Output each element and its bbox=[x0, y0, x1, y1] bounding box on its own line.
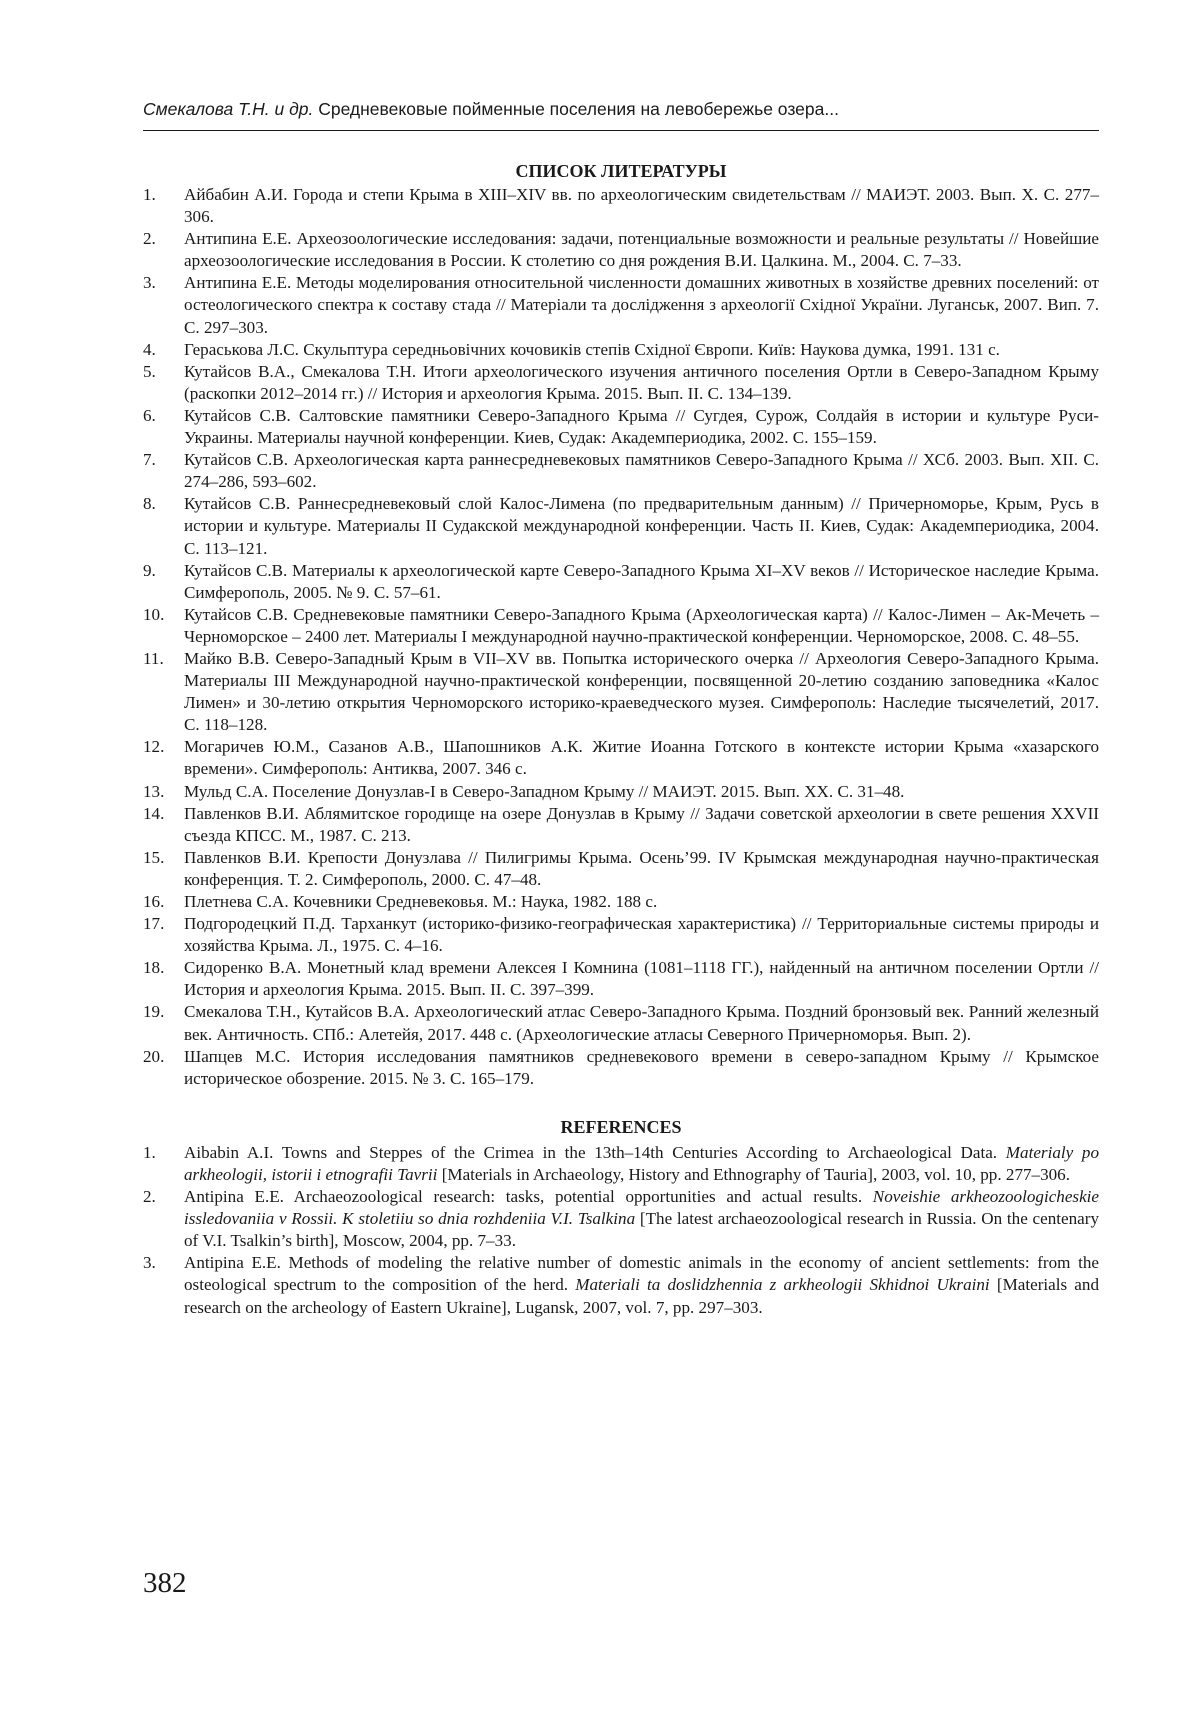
reference-item bbox=[143, 1252, 1099, 1318]
reference-item-text-start: Antipina E.E. Archaeozoological research: tasks, potential opportunities and actual results. bbox=[184, 1187, 873, 1207]
literature-item-number: 10. bbox=[143, 604, 165, 624]
literature-item bbox=[143, 272, 1099, 338]
literature-item-text: Плетнева С.А. Кочевники Средневековья. М.: Наука, 1982. 188 с. bbox=[184, 892, 658, 911]
literature-item-text: Кутайсов С.В. Материалы к археологической карте Северо-Западного Крыма XI–XV веков // Историческое наследие Крыма. Симферополь, 2005. № 9. С. 57–61. bbox=[184, 560, 1099, 602]
literature-item-number: 18. bbox=[143, 958, 165, 978]
reference-item-number: 2. bbox=[143, 1187, 156, 1207]
literature-item bbox=[143, 1001, 1099, 1045]
reference-item-text-start: Aibabin A.I. Towns and Steppes of the Crimea in the 13th–14th Centuries According to Archaeological Data. bbox=[184, 1142, 1006, 1162]
header-title: Средневековые пойменные поселения на левобережье озера... bbox=[313, 99, 839, 119]
literature-item bbox=[143, 339, 1099, 361]
reference-item-source-title: Materialy po arkheologii, istorii i etnografii Tavrii bbox=[184, 1142, 1099, 1184]
literature-item-number: 9. bbox=[143, 560, 156, 580]
literature-item-text: Кутайсов В.А., Смекалова Т.Н. Итоги археологического изучения античного поселения Ортли в Северо-Западном Крыму (раскопки 2012–2014 гг.) // История и археология Крыма. 2015. Вып. II. С. 134–139. bbox=[184, 361, 1099, 403]
literature-item-number: 11. bbox=[143, 648, 164, 668]
literature-item-number: 3. bbox=[143, 273, 156, 293]
literature-item-text: Антипина Е.Е. Методы моделирования относительной численности домашних животных в хозяйстве древних поселений: от остеологического спектра к составу стада // Матеріали та дослідження з археології Східної України. Луганськ, 2007. Вип. 7. С. 297–303. bbox=[184, 273, 1099, 337]
literature-item-text: Майко В.В. Северо-Западный Крым в VII–XV вв. Попытка исторического очерка // Археология Северо-Западного Крыма. Материалы III Международной научно-практической конференции, посвященной 20-летию созданию заповедника «Калос Лимен» и 30-летию открытия Черноморского историко-краеведческого музея. Симферополь: Наследие тысячелетий, 2017. С. 118–128. bbox=[184, 648, 1099, 735]
reference-item-text bbox=[184, 1186, 1099, 1252]
reference-item-text-end: [Materials in Archaeology, History and Ethnography of Tauria], 2003, vol. 10, pp. 277–306. bbox=[437, 1164, 1070, 1184]
literature-item bbox=[143, 847, 1099, 891]
literature-item bbox=[143, 184, 1099, 228]
literature-heading: СПИСОК ЛИТЕРАТУРЫ bbox=[515, 161, 727, 181]
literature-item bbox=[143, 604, 1099, 648]
running-header bbox=[143, 97, 1099, 121]
literature-item bbox=[143, 560, 1099, 604]
literature-item bbox=[143, 449, 1099, 493]
literature-item bbox=[143, 957, 1099, 1001]
literature-item-text: Смекалова Т.Н., Кутайсов В.А. Археологический атлас Северо-Западного Крыма. Поздний бронзовый век. Ранний железный век. Античность. СПб.: Алетейя, 2017. 448 с. (Археологические атласы Северного Причерноморья. Вып. 2). bbox=[184, 1002, 1099, 1044]
literature-item-text: Гераськова Л.С. Скульптура середньовічних кочовиків степів Східної Європи. Київ: Наукова думка, 1991. 131 с. bbox=[184, 339, 1000, 359]
literature-item-number: 2. bbox=[143, 229, 156, 249]
literature-item-number: 5. bbox=[143, 361, 156, 381]
literature-item-number: 6. bbox=[143, 405, 156, 425]
literature-item-number: 14. bbox=[143, 803, 165, 823]
header-authors: Смекалова Т.Н. и др. bbox=[143, 99, 314, 119]
literature-item bbox=[143, 361, 1099, 405]
literature-item-text: Антипина Е.Е. Археозоологические исследования: задачи, потенциальные возможности и реальные результаты // Новейшие археозоологические исследования в России. К столетию со дня рождения В.И. Цалкина. М., 2004. С. 7–33. bbox=[184, 229, 1099, 271]
reference-item-number: 3. bbox=[143, 1253, 156, 1273]
literature-item-number: 12. bbox=[143, 737, 165, 757]
literature-item bbox=[143, 493, 1099, 559]
literature-item-number: 8. bbox=[143, 494, 156, 514]
literature-item-text: Могаричев Ю.М., Сазанов А.В., Шапошников А.К. Житие Иоанна Готского в контексте истории Крыма «хазарского времени». Симферополь: Антиква, 2007. 346 с. bbox=[184, 737, 1099, 779]
literature-item bbox=[143, 1046, 1099, 1090]
literature-item-text: Шапцев М.С. История исследования памятников средневекового времени в северо-западном Крыму // Крымское историческое обозрение. 2015. № 3. С. 165–179. bbox=[184, 1046, 1099, 1088]
reference-item-text-end: [The latest archaeozoological research in Russia. On the centenary of V.I. Tsalkin’s birth], Moscow, 2004, pp. 7–33. bbox=[184, 1209, 1099, 1251]
literature-item-text: Айбабин А.И. Города и степи Крыма в XIII–XIV вв. по археологическим свидетельствам // МАИЭТ. 2003. Вып. Х. С. 277–306. bbox=[184, 185, 1099, 227]
literature-item bbox=[143, 803, 1099, 847]
literature-item bbox=[143, 891, 1099, 913]
literature-item-number: 7. bbox=[143, 450, 156, 470]
reference-item-text-end: [Materials and research on the archeology of Eastern Ukraine], Lugansk, 2007, vol. 7, pp. 297–303. bbox=[184, 1275, 1099, 1317]
literature-item-text: Подгородецкий П.Д. Тарханкут (историко-физико-географическая характеристика) // Территориальные системы природы и хозяйства Крыма. Л., 1975. С. 4–16. bbox=[184, 914, 1099, 956]
references-list bbox=[143, 1142, 1099, 1319]
literature-item-text: Мульд С.А. Поселение Донузлав-I в Северо-Западном Крыму // МАИЭТ. 2015. Вып. XX. С. 31–48. bbox=[184, 781, 905, 801]
literature-item bbox=[143, 648, 1099, 736]
literature-item-text: Кутайсов С.В. Археологическая карта раннесредневековых памятников Северо-Западного Крыма // ХСб. 2003. Вып. XII. С. 274–286, 593–602. bbox=[184, 450, 1099, 492]
literature-item bbox=[143, 736, 1099, 780]
literature-item bbox=[143, 405, 1099, 449]
page-content bbox=[143, 160, 1099, 1319]
reference-item-text-start: Antipina E.E. Methods of modeling the relative number of domestic animals in the economy of ancient settlements: from the osteological spectrum to the composition of the herd. bbox=[184, 1253, 1099, 1295]
page-number: 382 bbox=[143, 1567, 187, 1599]
literature-item-text: Кутайсов С.В. Средневековые памятники Северо-Западного Крыма (Археологическая карта) // Калос-Лимен – Ак-Мечеть – Черноморское – 2400 лет. Материалы I международной научно-практической конференции. Черноморское, 2008. С. 48–55. bbox=[184, 604, 1099, 646]
reference-item-text bbox=[184, 1142, 1099, 1186]
literature-item bbox=[143, 913, 1099, 957]
reference-item bbox=[143, 1142, 1099, 1186]
literature-item-number: 1. bbox=[143, 185, 156, 204]
literature-item-number: 15. bbox=[143, 847, 165, 867]
references-heading: REFERENCES bbox=[560, 1116, 682, 1137]
reference-item bbox=[143, 1186, 1099, 1252]
literature-list bbox=[143, 184, 1099, 1090]
literature-item-text: Кутайсов С.В. Раннесредневековый слой Калос-Лимена (по предварительным данным) // Причерноморье, Крым, Русь в истории и культуре. Материалы II Судакской международной конференции. Часть II. Киев, Судак: Академпериодика, 2004. С. 113–121. bbox=[184, 494, 1099, 558]
literature-item-text: Павленков В.И. Аблямитское городище на озере Донузлав в Крыму // Задачи советской археологии в свете решения XXVII съезда КПСС. М., 1987. С. 213. bbox=[184, 803, 1099, 845]
literature-item-number: 19. bbox=[143, 1002, 165, 1022]
literature-item-number: 13. bbox=[143, 781, 165, 801]
literature-item-number: 20. bbox=[143, 1046, 165, 1066]
literature-item-text: Кутайсов С.В. Салтовские памятники Северо-Западного Крыма // Сугдея, Сурож, Солдайя в истории и культуре Руси-Украины. Материалы научной конференции. Киев, Судак: Академпериодика, 2002. С. 155–159. bbox=[184, 405, 1099, 448]
reference-item-source-title: Materiali ta doslidzhennia z arkheologii Skhidnoi Ukraini bbox=[575, 1275, 990, 1295]
literature-item-number: 17. bbox=[143, 914, 165, 934]
reference-item-number: 1. bbox=[143, 1142, 156, 1162]
literature-item-text: Сидоренко В.А. Монетный клад времени Алексея I Комнина (1081–1118 ГГ.), найденный на античном поселении Ортли // История и археология Крыма. 2015. Вып. II. С. 397–399. bbox=[184, 958, 1099, 1000]
literature-item bbox=[143, 781, 1099, 803]
literature-item-number: 16. bbox=[143, 892, 165, 911]
literature-item-number: 4. bbox=[143, 339, 156, 359]
reference-item-text bbox=[184, 1252, 1099, 1318]
reference-item-source-title: Noveishie arkheozoologicheskie issledovaniia v Rossii. K stoletiiu so dnia rozhdeniia V.I. Tsalkina bbox=[184, 1187, 1099, 1229]
header-divider bbox=[143, 130, 1099, 131]
literature-item bbox=[143, 228, 1099, 272]
literature-item-text: Павленков В.И. Крепости Донузлава // Пилигримы Крыма. Осень’99. IV Крымская международная научно-практическая конференция. Т. 2. Симферополь, 2000. С. 47–48. bbox=[184, 847, 1099, 889]
